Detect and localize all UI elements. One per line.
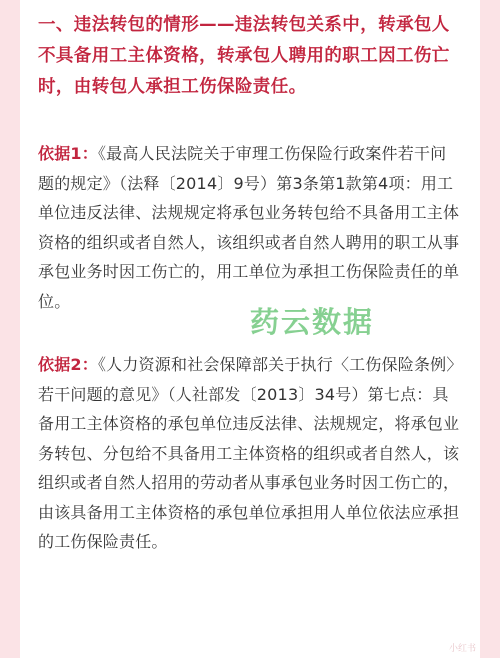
basis-1 [38, 139, 462, 316]
basis-1-paragraph [38, 139, 462, 316]
basis-2-label: 依据2： [38, 355, 98, 374]
watermark-logo: 药云数据 [250, 305, 375, 339]
basis-2-text: 《人力资源和社会保障部关于执行〈工伤保险条例〉若干问题的意见》（人社部发〔2013〕34号）第七点：具备用工主体资格的承包单位违反法律、法规规定，将承包业务转包、分包给不具备用工主体资格的组织或者自然人，该组织或者自然人招用的劳动者从事承包业务时因工伤亡的，由该具备用工主体资格的承包单位承担用人单位依法应承担的工伤保险责任。 [38, 355, 460, 551]
basis-1-text: 《最高人民法院关于审理工伤保险行政案件若干问题的规定》（法释〔2014〕9号）第3条第1款第4项：用工单位违反法律、法规规定将承包业务转包给不具备用工主体资格的组织或者自然人，该组织或者自然人聘用的职工从事承包业务时因工伤亡的，用工单位为承担工伤保险责任的单位。 [38, 144, 460, 311]
basis-1-label: 依据1： [38, 144, 98, 163]
document-card [20, 0, 480, 658]
corner-watermark-tag: 小红书 [448, 644, 476, 654]
basis-2 [38, 350, 462, 557]
basis-2-paragraph [38, 350, 462, 557]
section-heading: 一、违法转包的情形——违法转包关系中，转承包人不具备用工主体资格，转承包人聘用的职工因工伤亡时，由转包人承担工伤保险责任。 [38, 15, 450, 97]
